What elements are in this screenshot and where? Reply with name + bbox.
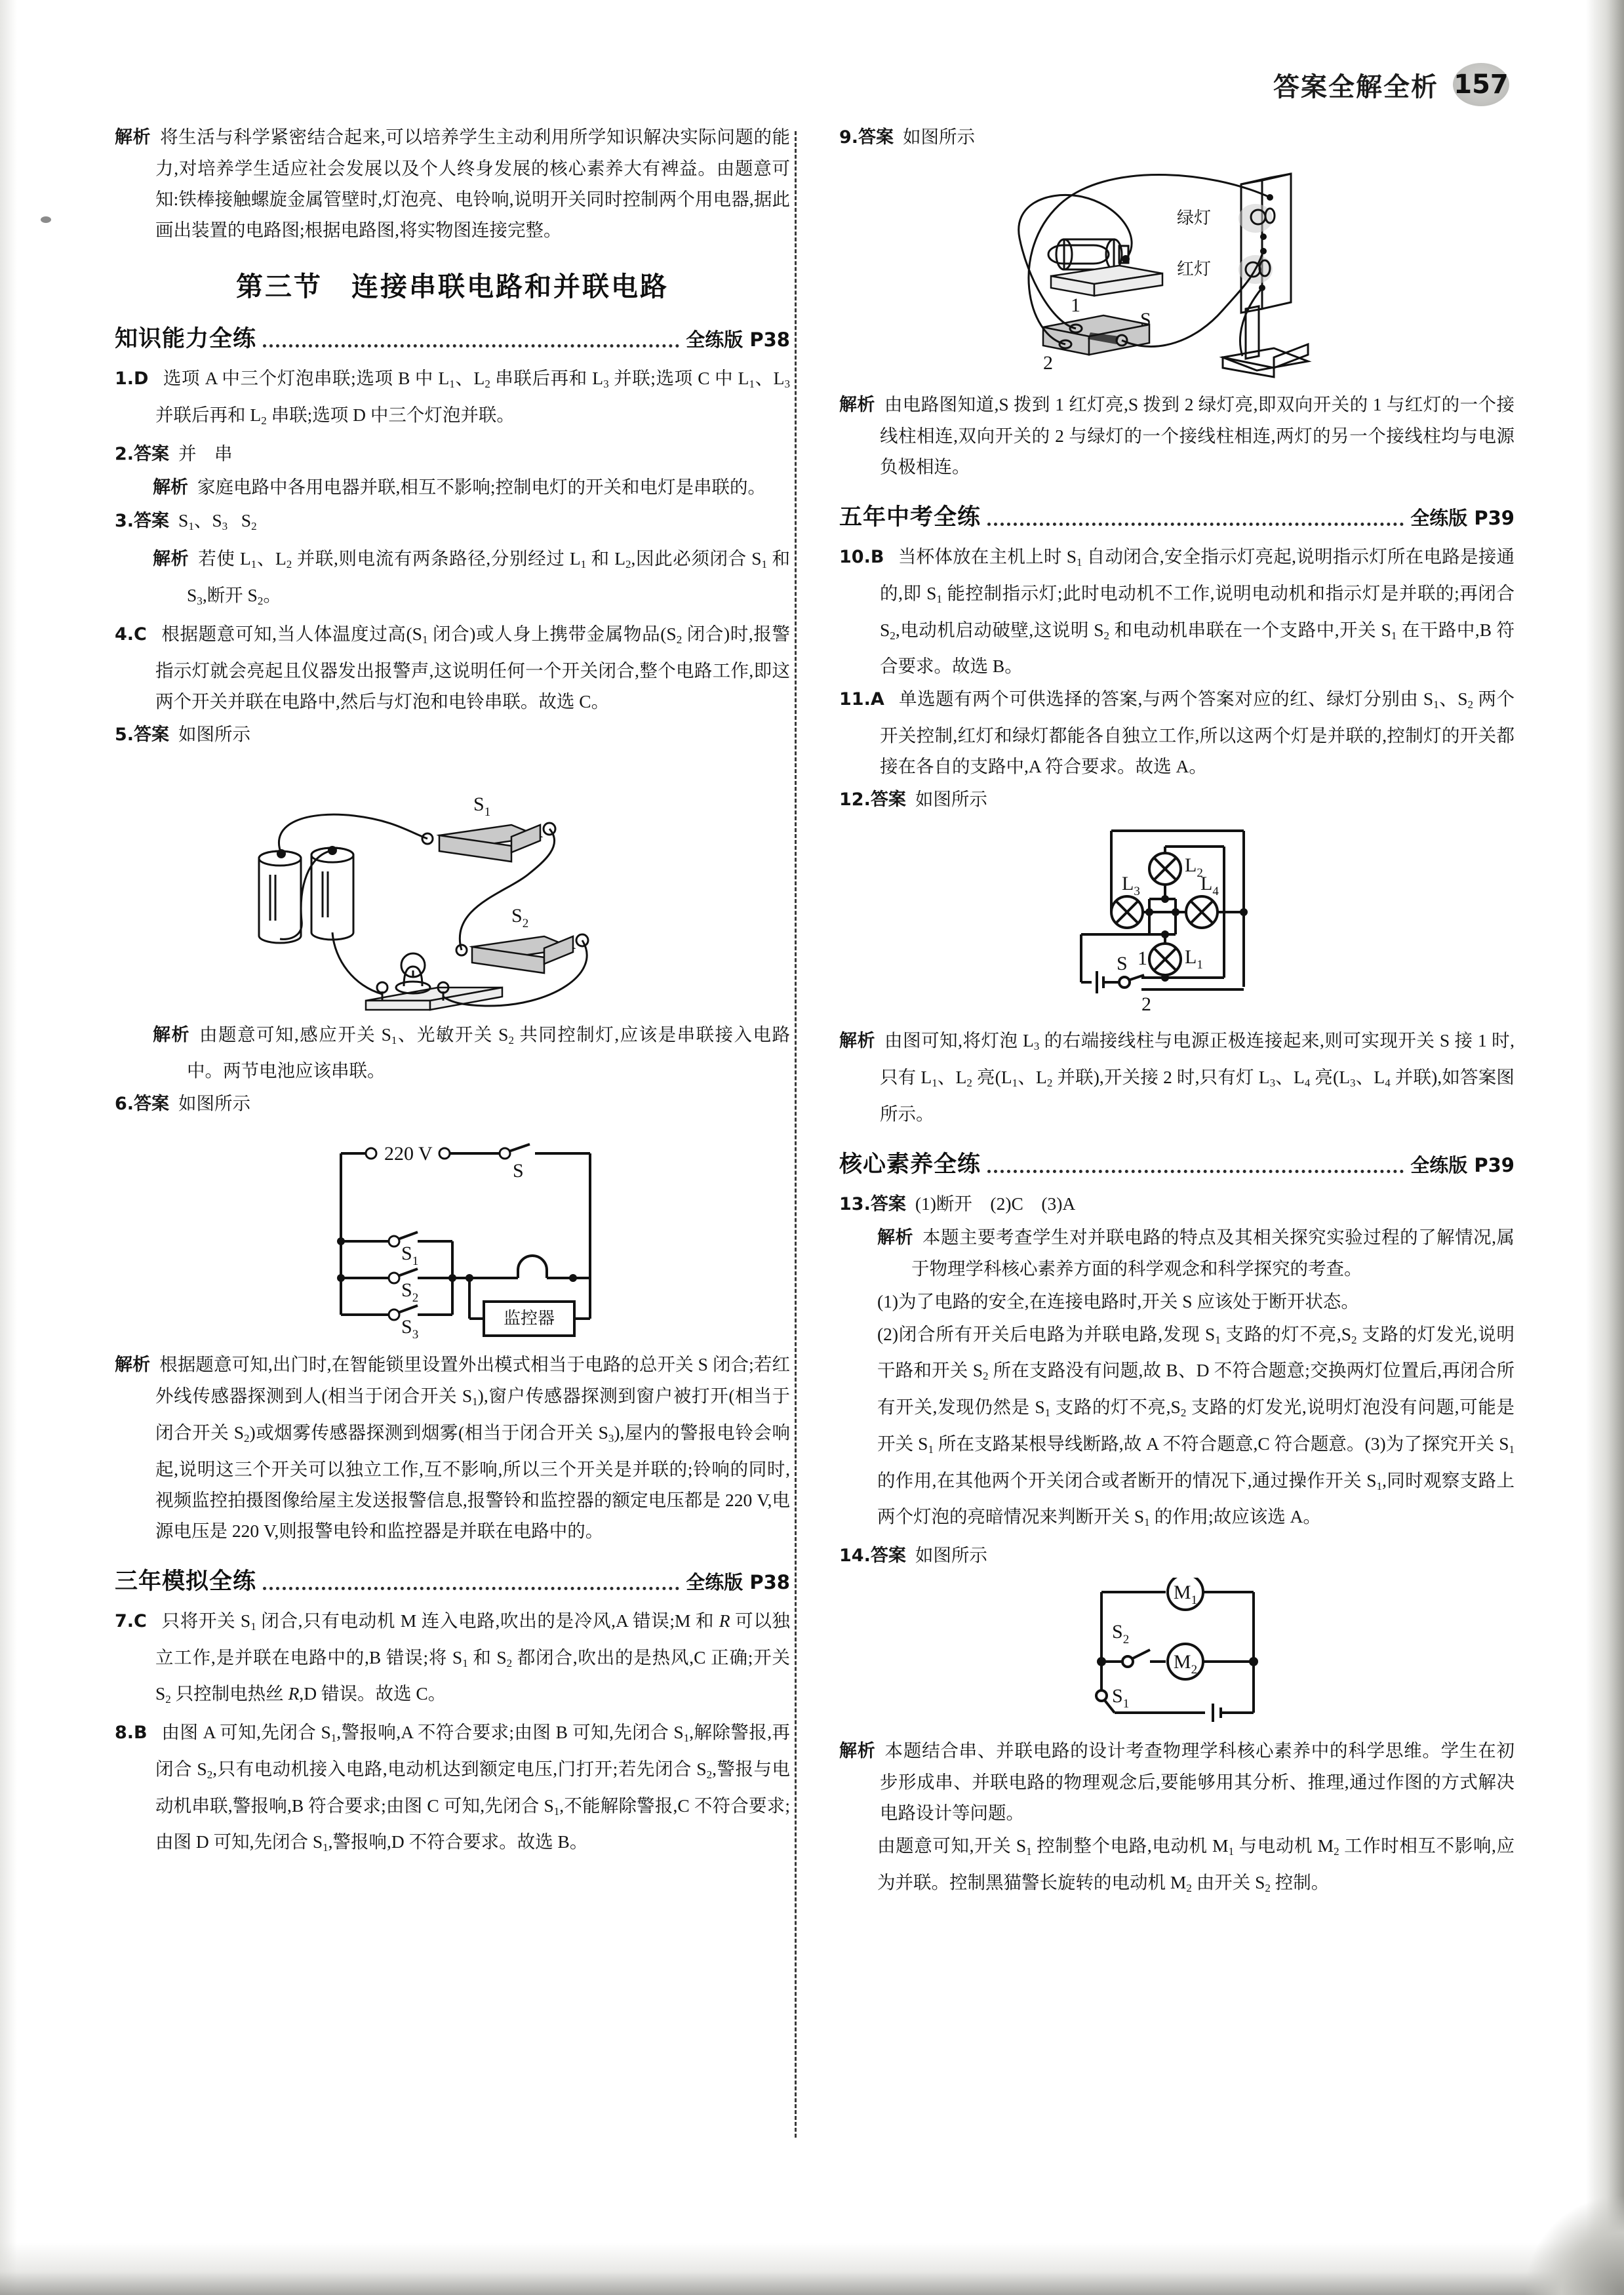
section-bar-five-year	[839, 499, 1515, 532]
pictorial-circuit-diagram-9	[947, 159, 1406, 382]
item-6-analysis: 解析 根据题意可知,出门时,在智能锁里设置外出模式相当于电路的总开关 S 闭合;若红外线传感器探测到人(相当于闭合开关 $S_1$),窗户传感器探测到窗户被打开(相当于闭合开关 $S_2$)或烟雾传感器探测到烟雾(相当于闭合开关 $S_3$),屋内的警报电铃会响起,说明这三个开关可以独立工作,互不影响,所以三个开关是并联的;铃响的同时,视频监控拍摄图像给屋主发送报警信息,报警铃和监控器的额定电压都是 220 V,电源电压是 220 V,则报警电铃和监控器是并联在电路中的。	[115, 1354, 791, 1541]
analysis-label: 解析	[115, 1355, 151, 1376]
figure-item-12	[839, 822, 1515, 1018]
page-header	[1273, 63, 1509, 106]
paper-corner-shadow	[1526, 2197, 1624, 2295]
switch-s1	[422, 793, 555, 862]
item-number: 6.	[115, 1094, 134, 1115]
figure-item-5	[115, 757, 790, 1012]
item-number: 13.	[839, 1193, 871, 1214]
switch-pos-2: 2	[1141, 993, 1151, 1016]
item-13-analysis-3: (2)闭合所有开关后电路为并联电路,发现 $S_1$ 支路的灯不亮$,S_2$ 支路的灯发光,说明干路和开关 $S_2$ 所在支路没有问题,故 B、D 不符合题意;交换两灯位置后,再闭合所有开关,发现仍然是 $S_1$ 支路的灯不亮$,S_2$ 支路的灯发光,说明灯泡没有问题,可能是开关 $S_1$ 所在支路某根导线断路,故 A 不符合题意,C 符合题意。(3)为了探究开关 $S_1$ 的作用,在其他两个开关闭合或者断开的情况下,通过操作开关 $S_1$,同时观察支路上两个灯泡的亮暗情况来判断开关 $S_1$ 的作用;故应该选 A。	[877, 1323, 1515, 1529]
answer-label: 答案	[134, 443, 170, 464]
section-bar-knowledge	[115, 321, 790, 353]
item-2-analysis: 解析 家庭电路中各用电器并联,相互不影响;控制电灯的开关和电灯是串联的。	[153, 476, 766, 498]
schematic-circuit-diagram-14	[1023, 1578, 1331, 1728]
two-way-switch	[1043, 294, 1151, 374]
item-choice: B	[134, 1723, 148, 1744]
battery-pair	[259, 846, 353, 943]
switch-pos-1: 1	[1138, 948, 1147, 970]
lamp-L3	[1111, 873, 1143, 928]
bar-ref: 全练版 P39	[1410, 1153, 1515, 1176]
item-number: 8.	[115, 1723, 134, 1744]
answer-label: 答案	[134, 724, 170, 745]
item-number: 7.	[115, 1610, 134, 1631]
svg-text:S1: $S_1$	[401, 1243, 419, 1269]
item-number: 4.	[115, 624, 134, 645]
dot-leader	[263, 1587, 679, 1590]
bar-ref: 全练版 P38	[686, 329, 790, 351]
parallel-switches	[337, 1232, 452, 1342]
svg-text:L4: $L_4$	[1200, 873, 1219, 899]
item-number: 2.	[115, 443, 134, 464]
figure-item-6	[115, 1126, 790, 1342]
item-13-analysis-1: 解析 本题主要考查学生对并联电路的特点及其相关探究实验过程的了解情况,属于物理学科核心素养方面的科学观念和科学探究的考查。	[877, 1226, 1515, 1279]
analysis-label: 解析	[153, 1024, 190, 1045]
answer-label: 答案	[870, 1193, 906, 1214]
item-number: 12.	[839, 789, 871, 810]
item-5-analysis: 解析 由题意可知,感应开关 $S_1$、光敏开关 $S_2$ 共同控制灯,应该是串联接入电路中。两节电池应该串联。	[153, 1024, 791, 1081]
item-number: 11.	[839, 689, 871, 710]
bar-name: 核心素养全练	[839, 1151, 981, 1178]
item-13-analysis-2: (1)为了电路的安全,在连接电路时,开关 S 应该处于断开状态。	[877, 1290, 1359, 1311]
item-14-analysis-2: 由题意可知,开关 $S_1$ 控制整个电路,电动机 $M_1$ 与电动机 $M_2$ 工作时相互不影响,应为并联。控制黑猫警长旋转的电动机 $M_2$ 由开关 $S_2$ 控制。	[877, 1835, 1515, 1894]
answer-label: 答案	[870, 789, 906, 810]
section-bar-core	[839, 1146, 1515, 1179]
top-analysis: 解析 将生活与科学紧密结合起来,可以培养学生主动利用所学知识解决实际问题的能力,对培养学生适应社会发展以及个人终身发展的核心素养大有裨益。由题意可知:铁棒接触螺旋金属管壁时,灯泡亮、电铃响,说明开关同时控制两个用电器,据此画出装置的电路图;根据电路图,将实物图连接完整。	[115, 127, 791, 240]
answer-label: 答案	[134, 510, 170, 531]
answer-value: 如图所示	[903, 127, 976, 147]
item-9-analysis: 解析 由电路图知道,S 拨到 1 红灯亮,S 拨到 2 绿灯亮,即双向开关的 1 与红灯的一个接线柱相连,双向开关的 2 与绿灯的一个接线柱相连,两灯的另一个接线柱均与电源负极相连。	[839, 394, 1515, 477]
item-number: 5.	[115, 724, 134, 745]
analysis-label: 解析	[839, 1031, 876, 1052]
green-lamp-label: 绿灯	[1176, 209, 1212, 228]
switch-s-label: S	[513, 1160, 524, 1182]
switch-s1-label: $S_1$	[473, 793, 491, 819]
column-divider	[795, 131, 797, 2138]
answer-value: 如图所示	[915, 1545, 987, 1566]
svg-text:M2: $M_2$	[1173, 1651, 1198, 1677]
wires	[279, 814, 587, 1006]
schematic-circuit-diagram-6	[269, 1126, 636, 1342]
paper-right-edge	[1586, 0, 1624, 2295]
analysis-label: 解析	[839, 395, 875, 415]
switch-s2-label: $S_2$	[511, 904, 529, 930]
item-number: 9.	[839, 127, 859, 148]
item-choice: C	[134, 624, 147, 645]
item-choice: D	[134, 369, 149, 389]
svg-text:M1: $M_1$	[1173, 1582, 1198, 1608]
item-12-answer	[839, 784, 1515, 815]
margin-mark	[41, 216, 51, 223]
switch-s2	[456, 905, 588, 973]
item-12-analysis: 解析 由图可知,将灯泡 $L_3$ 的右端接线柱与电源正极连接起来,则可实现开关 S 接 1 时,只有 $L_1$、$L_2$ 亮($L_1$、$L_2$ 并联),开关接 2 时,只有灯 $L_3$、$L_4$ 亮($L_3$、$L_4$ 并联),如答案图所示。	[839, 1030, 1515, 1124]
section-title: 第三节 连接串联电路和并联电路	[236, 271, 669, 302]
bar-ref: 全练版 P38	[686, 1570, 790, 1593]
pictorial-circuit-diagram-5	[223, 757, 682, 1012]
answer-value: 并 串	[178, 443, 233, 464]
lamp-L4	[1186, 873, 1219, 928]
item-number: 3.	[115, 510, 134, 531]
left-column	[115, 121, 790, 1865]
answer-value: 如图所示	[178, 723, 251, 744]
bar-ref: 全练版 P39	[1410, 507, 1515, 529]
item-choice: A	[870, 689, 884, 710]
page-number-badge	[1453, 63, 1509, 106]
switch-s-label: S	[1140, 309, 1151, 330]
figure-item-9	[839, 159, 1515, 382]
page-title: 答案全解全析	[1273, 71, 1438, 102]
item-number: 1.	[115, 369, 134, 389]
motor-M1	[1168, 1578, 1203, 1610]
red-lamp-label: 红灯	[1176, 260, 1212, 279]
item-8: 8.B 由图 A 可知,先闭合 $S_1$,警报响,A 不符合要求;由图 B 可知,先闭合 $S_1$,解除警报,再闭合 $S_2$,只有电动机接入电路,电动机达到额定电压,门打开;若先闭合 $S_2$,警报与电动机串联,警报响,B 符合要求;由图 C 可知,先闭合 $S_1$,不能解除警报,C 不符合要求;由图 D 可知,先闭合 $S_1$,警报响,D 不符合要求。故选 B。	[115, 1722, 791, 1854]
switch-s1-label: $S_1$	[1112, 1685, 1130, 1711]
bar-name: 三年模拟全练	[115, 1568, 257, 1595]
dot-leader	[263, 344, 679, 348]
item-5-answer	[115, 719, 790, 750]
section-bar-three-year	[115, 1563, 790, 1596]
analysis-label: 解析	[877, 1227, 914, 1248]
battery-on-base	[1048, 239, 1162, 296]
lamp-L2	[1149, 853, 1203, 885]
dot-leader	[987, 523, 1404, 526]
analysis-label: 解析	[153, 477, 188, 498]
terminal-2-label: 2	[1043, 352, 1053, 374]
lamp-L1	[1149, 934, 1203, 975]
monitor-label: 监控器	[503, 1309, 555, 1329]
item-number: 14.	[839, 1546, 871, 1567]
motor-M2	[1168, 1644, 1203, 1679]
svg-text:S2: $S_2$	[401, 1279, 419, 1306]
paper-bottom-edge	[0, 2243, 1624, 2295]
lamp-board	[1177, 174, 1308, 377]
svg-text:L3: $L_3$	[1122, 873, 1140, 899]
figure-item-14	[839, 1578, 1515, 1728]
item-1: 1.D 选项 A 中三个灯泡串联;选项 B 中 $L_1$、$L_2$ 串联后再和 $L_3$ 并联;选项 C 中 $L_1$、$L_3$ 并联后再和 $L_2$ 串联;选项 D 中三个灯泡并联。	[115, 368, 790, 427]
item-3-answer: 3.答案 $S_1$、$S_3$ $S_2$	[115, 509, 257, 532]
dot-leader	[987, 1170, 1404, 1173]
switch-s2-label: $S_2$	[1112, 1621, 1130, 1647]
item-13-answer	[839, 1188, 1515, 1220]
paper-left-edge	[0, 0, 17, 2295]
item-number: 10.	[839, 547, 871, 567]
svg-text:L1: $L_1$	[1185, 946, 1203, 972]
item-choice: B	[870, 547, 884, 567]
analysis-label: 解析	[153, 549, 189, 570]
item-choice: C	[134, 1610, 147, 1631]
answer-label: 答案	[134, 1094, 170, 1115]
analysis-label: 解析	[839, 1741, 876, 1762]
right-column	[839, 121, 1515, 1906]
item-2-answer	[115, 438, 790, 469]
item-11: 11.A 单选题有两个可供选择的答案,与两个答案对应的红、绿灯分别由 $S_1$、$S_2$ 两个开关控制,红灯和绿灯都能各自独立工作,所以这两个灯是并联的,控制灯的开关都接在各自的支路中,A 符合要求。故选 A。	[839, 688, 1515, 777]
switch-s-label: S	[1117, 953, 1128, 975]
svg-text:L2: $L_2$	[1185, 854, 1203, 881]
answer-label: 答案	[858, 127, 894, 148]
schematic-circuit-diagram-12	[1013, 822, 1341, 1018]
answer-value: (1)断开 (2)C (3)A	[915, 1193, 1076, 1214]
item-3-analysis: 解析 若使 $L_1$、$L_2$ 并联,则电流有两条路径,分别经过 $L_1$ 和 $L_2$,因此必须闭合 $S_1$ 和 $S_3$,断开 $S_2$。	[153, 548, 791, 607]
bar-name: 五年中考全练	[839, 504, 981, 530]
terminal-1-label: 1	[1071, 294, 1080, 316]
item-14-answer	[839, 1540, 1515, 1571]
answer-value: 如图所示	[915, 789, 987, 810]
item-9-answer	[839, 121, 1515, 153]
item-6-answer	[115, 1088, 790, 1119]
bell-symbol	[518, 1256, 590, 1282]
page-number: 157	[1454, 70, 1509, 100]
answer-value: 如图所示	[178, 1093, 251, 1114]
bar-name: 知识能力全练	[115, 326, 257, 352]
item-7: 7.C 只将开关 $S_1$ 闭合,只有电动机 M 连入电路,吹出的是冷风,A 错误;M 和 R 可以独立工作,是并联在电路中的,B 错误;将 $S_1$ 和 $S_2$ 都闭合,吹出的是热风,C 正确;开关 $S_2$ 只控制电热丝 R,D 错误。故选 C。	[115, 1610, 791, 1706]
voltage-label: 220 V	[384, 1143, 433, 1165]
item-10: 10.B 当杯体放在主机上时 $S_1$ 自动闭合,安全指示灯亮起,说明指示灯所在电路是接通的,即 $S_1$ 能控制指示灯;此时电动机不工作,说明电动机和指示灯是并联的;再闭合 $S_2$,电动机启动破壁,这说明 $S_2$ 和电动机串联在一个支路中,开关 $S_1$ 在干路中,B 符合要求。故选 B。	[839, 546, 1515, 677]
monitor-box	[469, 1278, 590, 1336]
answer-label: 答案	[870, 1546, 906, 1567]
item-4: 4.C 根据题意可知,当人体温度过高($S_1$ 闭合)或人身上携带金属物品($S_2$ 闭合)时,报警指示灯就会亮起且仪器发出报警声,这说明任何一个开关闭合,整个电路工作,即这两个开关并联在电路中,然后与灯泡和电铃串联。故选 C。	[115, 623, 790, 711]
svg-text:S3: $S_3$	[401, 1316, 419, 1342]
analysis-label: 解析	[115, 127, 151, 148]
item-14-analysis-1: 解析 本题结合串、并联电路的设计考查物理学科核心素养中的科学思维。学生在初步形成串、并联电路的物理观念后,要能够用其分析、推理,通过作图的方式解决电路设计等问题。	[839, 1740, 1515, 1824]
